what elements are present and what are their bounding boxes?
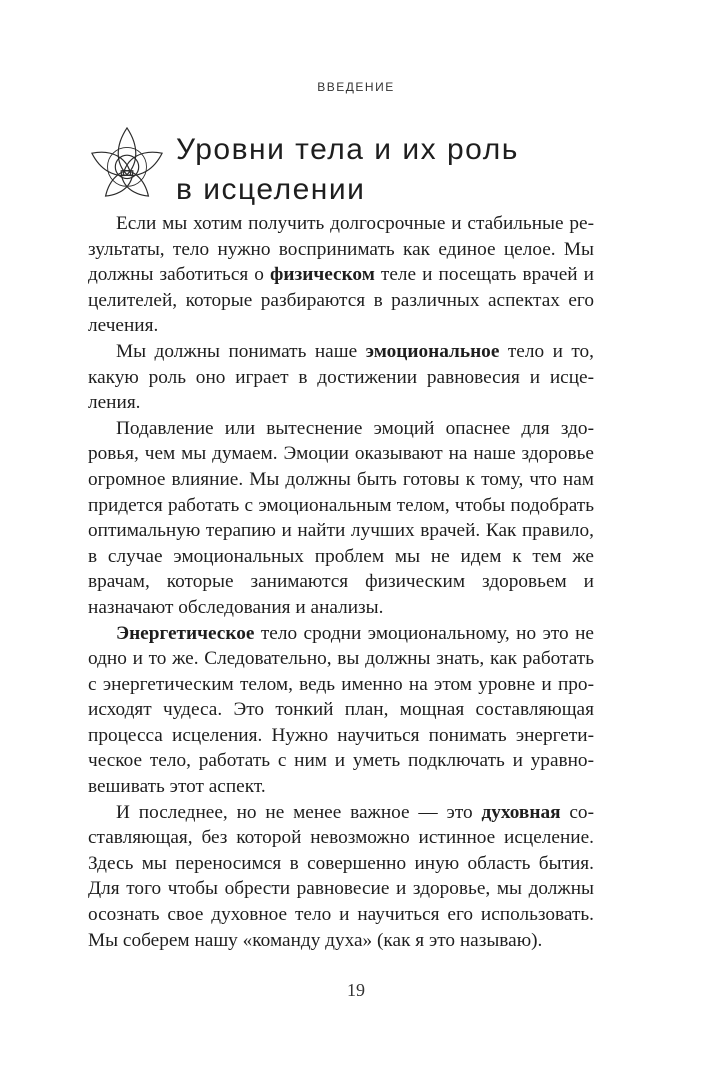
chapter-title <box>176 130 636 210</box>
paragraph-text: Если мы хотим получить долгосрочные и стабильные результаты, тело нужно воспринимать как единое целое. Мы должны заботиться о <box>88 213 594 286</box>
paragraph-4 <box>88 621 594 800</box>
emphasis-spiritual: духовная <box>481 801 561 823</box>
paragraph-text: тело и то, какую роль оно играет в достижении равновесия и исцеления. <box>88 340 594 414</box>
running-head: ВВЕДЕНИЕ <box>317 80 395 94</box>
title-line-1: Уровни тела и их роль <box>176 133 519 166</box>
emphasis-emotional: эмоциональное <box>365 340 500 362</box>
paragraph-text: тело сродни эмоциональному, но это не одно и то же. Следовательно, вы должны знать, как работать с энергетическим телом, ведь именно на этом уровне и происходят чудеса. Это тонкий план, мощная составляющая процесса исцеления. Нужно научиться понимать энергетическое тело, работать с ним и уметь подключать и уравновешивать этот аспект. <box>88 622 594 798</box>
lotus-knot-icon <box>88 124 166 200</box>
body-text <box>88 211 594 953</box>
emphasis-physical: физическом <box>270 264 375 286</box>
paragraph-text: Подавление или вытеснение эмоций опаснее для здоровья, чем мы думаем. Эмоции оказывают на наше здоровье огромное влияние. Мы должны быть готовы к тому, что нам придется работать с эмоциональным телом, чтобы подобрать оптимальную терапию и найти лучших врачей. Как правило, в случае эмоциональных проблем мы не идем к тем же врачам, которые занимаются физическим здоровьем и назначают обследования и анализы. <box>88 417 594 618</box>
paragraph-text: И последнее, но не менее важное — это <box>116 801 482 823</box>
paragraph-2 <box>88 339 594 416</box>
page-number: 19 <box>347 980 365 1000</box>
paragraph-3 <box>88 416 594 621</box>
paragraph-5 <box>88 800 594 954</box>
emphasis-energetic: Энергетическое <box>116 622 255 644</box>
paragraph-1 <box>88 211 594 339</box>
paragraph-text: составляющая, без которой невозможно истинное исцеление. Здесь мы переносимся в совершенно иную область бытия. Для того чтобы обрести равновесие и здоровье, мы должны осознать свое духовное тело и научиться его использовать. Мы соберем нашу «команду духа» (как я это называю). <box>88 801 594 951</box>
paragraph-text: теле и посещать врачей и целителей, которые разбираются в различных аспектах его лечения. <box>88 264 594 337</box>
paragraph-text: Мы должны понимать наше <box>116 340 366 362</box>
title-line-2: в исцелении <box>176 173 366 206</box>
